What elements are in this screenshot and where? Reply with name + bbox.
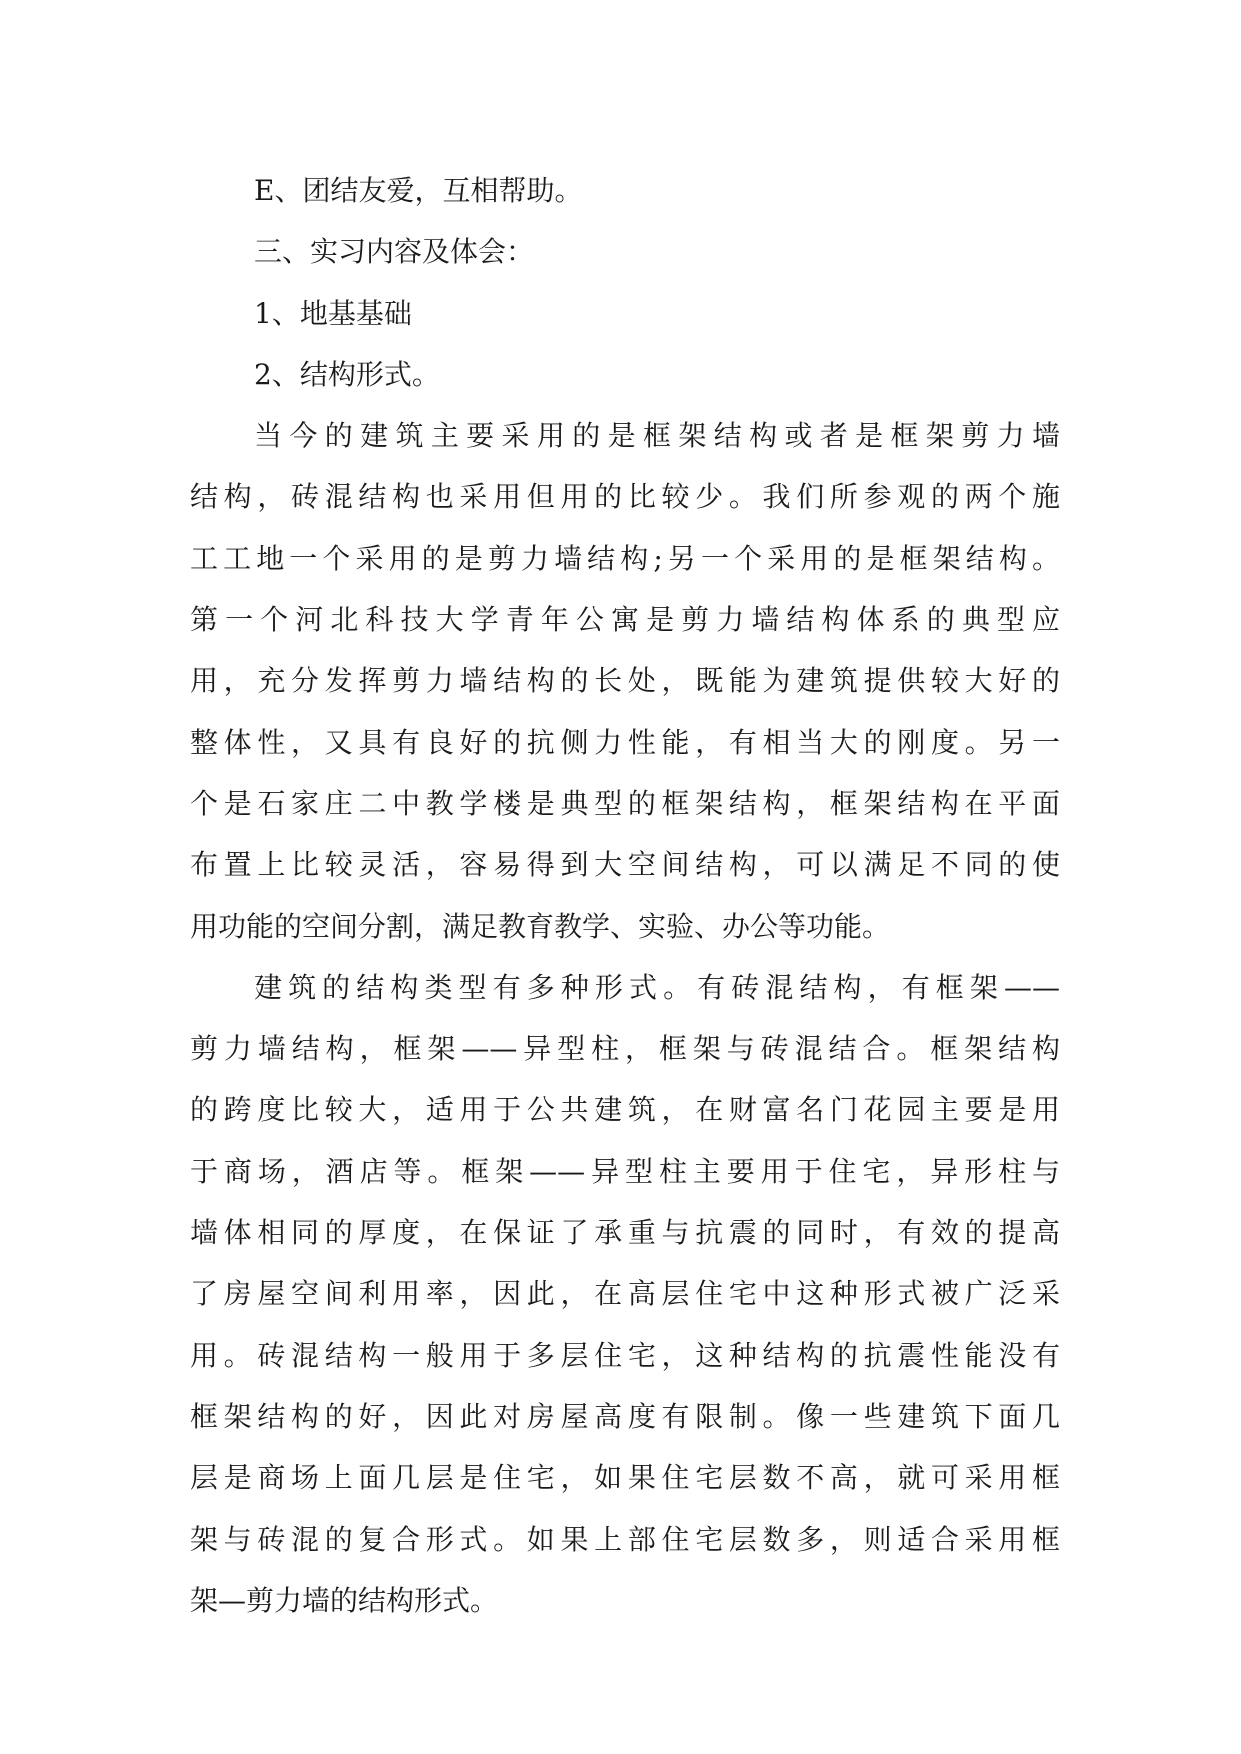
paragraph-line: 布置上比较灵活，容易得到大空间结构，可以满足不同的使 — [190, 848, 1060, 882]
paragraph-line: 层是商场上面几层是住宅，如果住宅层数不高，就可采用框 — [190, 1461, 1060, 1495]
paragraph-line: 用。砖混结构一般用于多层住宅，这种结构的抗震性能没有 — [190, 1338, 1060, 1372]
paragraph-line: 墙体相同的厚度，在保证了承重与抗震的同时，有效的提高 — [190, 1216, 1060, 1250]
paragraph-line: 剪力墙结构，框架——异型柱，框架与砖混结合。框架结构 — [190, 1032, 1060, 1066]
list-item-e: E、团结友爱，互相帮助。 — [254, 174, 583, 207]
document-body — [190, 160, 1060, 1631]
list-item-1: 1、地基基础 — [254, 296, 412, 330]
paragraph-line: 了房屋空间利用率，因此，在高层住宅中这种形式被广泛采 — [190, 1277, 1060, 1311]
paragraph-line: 于商场，酒店等。框架——异型柱主要用于住宅，异形柱与 — [190, 1154, 1060, 1188]
paragraph-line: 结构，砖混结构也采用但用的比较少。我们所参观的两个施 — [190, 480, 1060, 514]
paragraph-line: 的跨度比较大，适用于公共建筑，在财富名门花园主要是用 — [190, 1093, 1060, 1127]
paragraph-line: 用，充分发挥剪力墙结构的长处，既能为建筑提供较大好的 — [190, 664, 1060, 698]
paragraph-line: 当今的建筑主要采用的是框架结构或者是框架剪力墙 — [254, 419, 1060, 453]
paragraph-line: 工工地一个采用的是剪力墙结构;另一个采用的是框架结构。 — [190, 541, 1060, 575]
paragraph-line: 整体性，又具有良好的抗侧力性能，有相当大的刚度。另一 — [190, 725, 1060, 759]
paragraph-line: 建筑的结构类型有多种形式。有砖混结构，有框架—— — [254, 970, 1060, 1004]
list-item-2: 2、结构形式。 — [254, 357, 440, 391]
paragraph-line: 架—剪力墙的结构形式。 — [190, 1583, 499, 1617]
paragraph-line: 第一个河北科技大学青年公寓是剪力墙结构体系的典型应 — [190, 603, 1060, 637]
paragraph-1 — [190, 405, 1060, 957]
paragraph-line: 框架结构的好，因此对房屋高度有限制。像一些建筑下面几 — [190, 1399, 1060, 1433]
paragraph-2 — [190, 957, 1060, 1631]
paragraph-line: 个是石家庄二中教学楼是典型的框架结构，框架结构在平面 — [190, 786, 1060, 820]
paragraph-line: 用功能的空间分割，满足教育教学、实验、办公等功能。 — [190, 909, 891, 943]
section-heading-3: 三、实习内容及体会： — [254, 235, 535, 269]
paragraph-line: 架与砖混的复合形式。如果上部住宅层数多，则适合采用框 — [190, 1522, 1060, 1556]
